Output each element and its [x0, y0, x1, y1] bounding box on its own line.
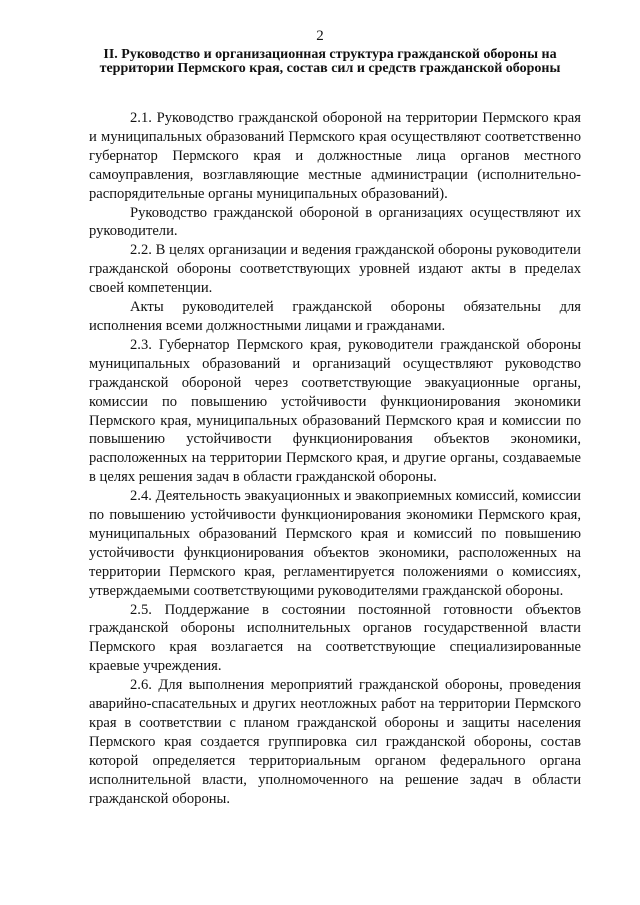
- paragraph-2-5: 2.5. Поддержание в состоянии постоянной готовности объектов гражданской обороны исполнительных органов государственной власти Пермского края возлагается на соответствующие специализированные краевые учреждения.: [89, 601, 581, 675]
- page-number: 2: [316, 28, 324, 44]
- paragraph-2-4: 2.4. Деятельность эвакуационных и эвакоприемных комиссий, комиссии по повышению устойчивости функционирования экономики Пермского края, муниципальных образований Пермского края и комиссий по повышению устойчивости функционирования объектов экономики, расположенных на территории Пермского края, регламентируется положениями о комиссиях, утверждаемыми соответствующими руководителями гражданской обороны.: [89, 488, 581, 599]
- section-heading: II. Руководство и организационная структура гражданской обороны на территории Пермского края, состав сил и средств гражданской обороны: [99, 47, 561, 76]
- paragraph-2-2: 2.2. В целях организации и ведения гражданской обороны руководители гражданской обороны соответствующих уровней издают акты в пределах своей компетенции.: [89, 242, 581, 297]
- paragraph-2-2-acts: Акты руководителей гражданской обороны обязательны для исполнения всеми должностными лицами и гражданами.: [89, 299, 581, 334]
- paragraph-2-6: 2.6. Для выполнения мероприятий гражданской обороны, проведения аварийно-спасательных и других неотложных работ на территории Пермского края в соответствии с планом гражданской обороны и защиты населения Пермского края создается группировка сил гражданской обороны, состав которой определяется территориальным органом федерального органа исполнительной власти, уполномоченного на решение задач в области гражданской обороны.: [89, 677, 581, 807]
- document-body: [89, 109, 581, 809]
- paragraph-2-3: 2.3. Губернатор Пермского края, руководители гражданской обороны муниципальных образований и организаций осуществляют руководство гражданской обороной через соответствующие эвакуационные органы, комиссии по повышению устойчивости функционирования экономики Пермского края, муниципальных образований Пермского края и комиссии по повышению устойчивости функционирования объектов экономики, расположенных на территории Пермского края, и другие органы, создаваемые в целях решения задач в области гражданской обороны.: [89, 336, 581, 486]
- paragraph-2-1-organizations: Руководство гражданской обороной в организациях осуществляют их руководители.: [89, 204, 581, 240]
- paragraph-2-1: 2.1. Руководство гражданской обороной на территории Пермского края и муниципальных образований Пермского края осуществляют соответственно губернатор Пермского края и должностные лица органов местного самоуправления, возглавляющие местные администрации (исполнительно-распорядительные органы муниципальных образований).: [89, 110, 581, 202]
